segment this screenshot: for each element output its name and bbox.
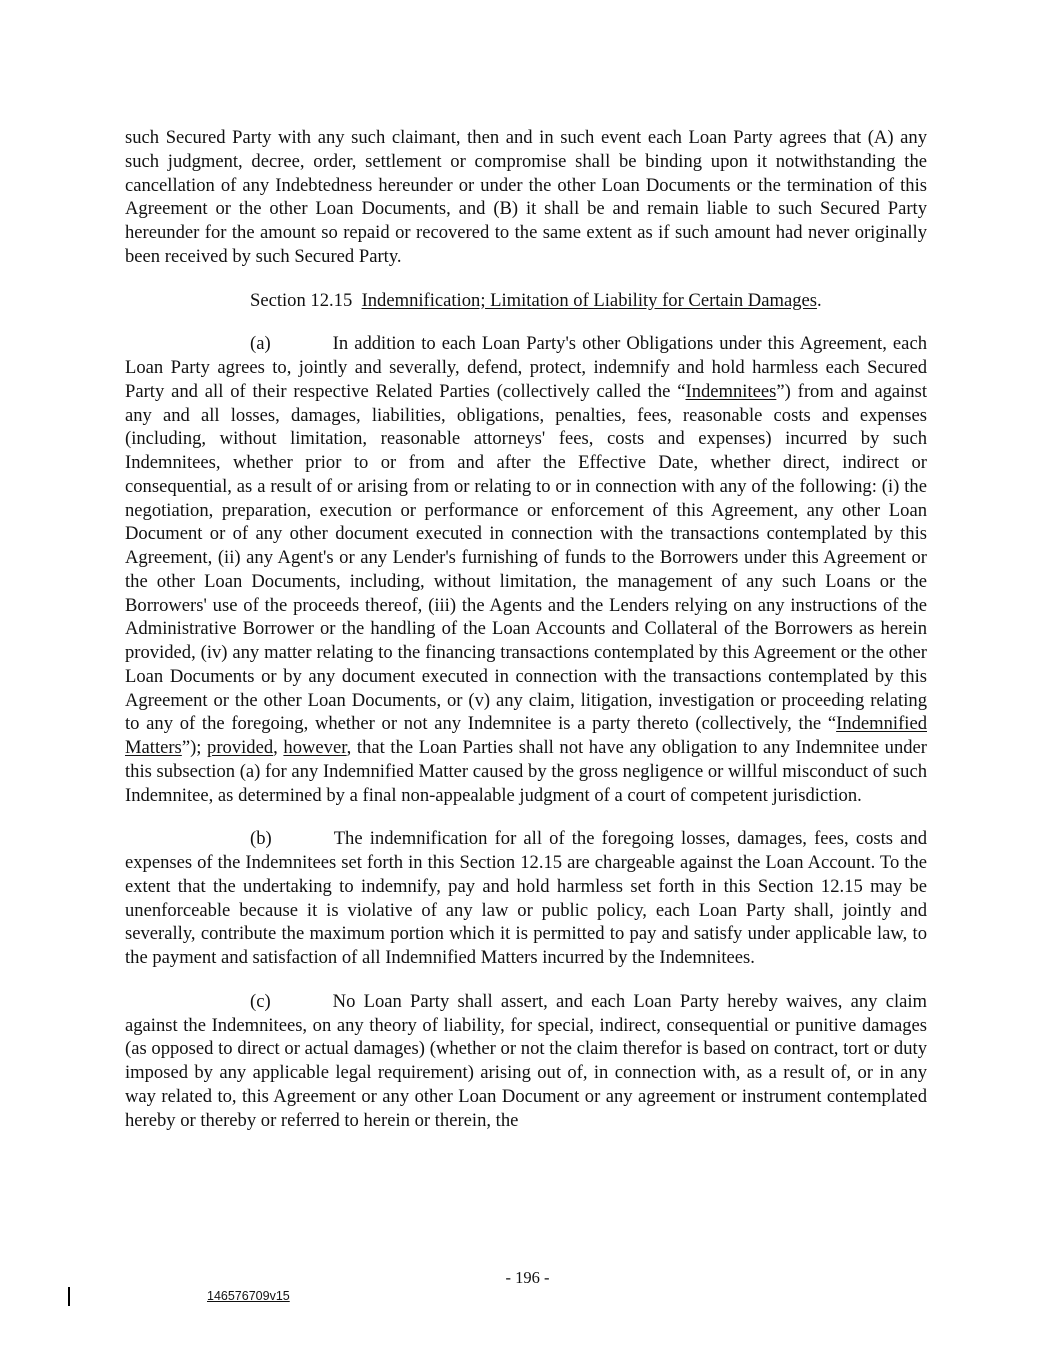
subsection-c-text: No Loan Party shall assert, and each Loan Party hereby waives, any claim against the Indemnitees, on any theory of liability, for special, indirect, consequential or punitive damages (as opposed to direct or actual damages) (whether or not the claim therefor is based on contract, tort or duty imposed by any applicable legal requirement) arising out of, in connection with, as a result of, or in any way related to, this Agreement or any other Loan Document or any agreement or instrument contemplated hereby or thereby or referred to herein or therein, the [125,990,927,1131]
subsection-a-text-1: In addition to each Loan Party's other Obligations under this Agreement, each Loan Party agrees to, jointly and severally, defend, protect, indemnify and hold harmless each Secured Party and all of their respective Related Parties (collectively called the “ [125,333,927,402]
defined-term-indemnitees: Indemnitees [685,380,777,402]
subsection-a-label: (a) [250,333,271,355]
section-title: Indemnification; Limitation of Liability for Certain Damages [361,289,817,311]
subsection-b-text: The indemnification for all of the foregoing losses, damages, fees, costs and expenses of the Indemnitees set forth in this Section 12.15 are chargeable against the Loan Account. To the extent that the undertaking to indemnify, pay and hold harmless set forth in this Section 12.15 may be unenforceable because it is violative of any law or public policy, each Loan Party shall, jointly and severally, contribute the maximum portion which it is permitted to pay and satisfy under applicable law, to the payment and satisfaction of all Indemnified Matters incurred by the Indemnitees. [125,828,927,968]
subsection-a-separator: , [273,737,284,758]
subsection-c [125,990,927,1133]
subsection-c-label: (c) [250,990,271,1012]
subsection-b-label: (b) [250,828,272,850]
term-provided: provided [207,737,274,758]
subsection-b [125,827,927,970]
subsection-a-text-4: , that the Loan Parties shall not have any obligation to any Indemnitee under this subsection (a) for any Indemnified Matter caused by the gross negligence or willful misconduct of such Indemnitee, as determined by a final non-appealable judgment of a court of competent jurisdiction. [125,737,927,806]
section-title-period: . [816,289,822,311]
subsection-a-text-3: ”); [181,737,208,758]
subsection-a [125,332,927,807]
section-number: Section 12.15 [250,289,353,311]
document-body [125,126,927,1152]
document-id: 146576709v15 [207,1289,290,1303]
page-number: - 196 - [505,1268,550,1287]
subsection-a-text-2: ”) from and against any and all losses, damages, liabilities, obligations, penalties, fees, reasonable costs and expenses (including, without limitation, reasonable attorneys' fees, costs and expenses) incurred by such Indemnitees, whether prior to or from and after the Effective Date, whether direct, indirect or consequential, as a result of or arising from or relating to or in connection with any of the following: (i) the negotiation, preparation, execution or performance or enforcement of this Agreement, any other Loan Document or of any other document executed in connection with the transactions contemplated by this Agreement, (ii) any Agent's or any Lender's furnishing of funds to the Borrowers under this Agreement or the other Loan Documents, including, without limitation, the management of any such Loans or the Borrowers' use of the proceeds thereof, (iii) the Agents and the Lenders relying on any instructions of the Administrative Borrower or the handling of the Loan Accounts and Collateral of the Borrowers as herein provided, (iv) any matter relating to the financing transactions contemplated by this Agreement or the other Loan Documents or by any document executed in connection with the transactions contemplated by this Agreement or the other Loan Documents, or (v) any claim, litigation, investigation or proceeding relating to any of the foregoing, whether or not any Indemnitee is a party thereto (collectively, the “ [125,380,927,735]
continuation-paragraph: such Secured Party with any such claimant, then and in such event each Loan Party agrees that (A) any such judgment, decree, order, settlement or compromise shall be binding upon it notwithstanding the cancellation of any Indebtedness hereunder or under the other Loan Documents or the termination of this Agreement or the other Loan Documents, and (B) it shall be and remain liable to such Secured Party hereunder for the amount so repaid or recovered to the same extent as if such amount had never originally been received by such Secured Party. [125,127,927,267]
defined-term-indemnified-matters: Indemnified Matters [125,713,927,758]
section-heading [125,289,927,313]
term-however: however [283,737,347,758]
revision-bar [68,1287,70,1306]
